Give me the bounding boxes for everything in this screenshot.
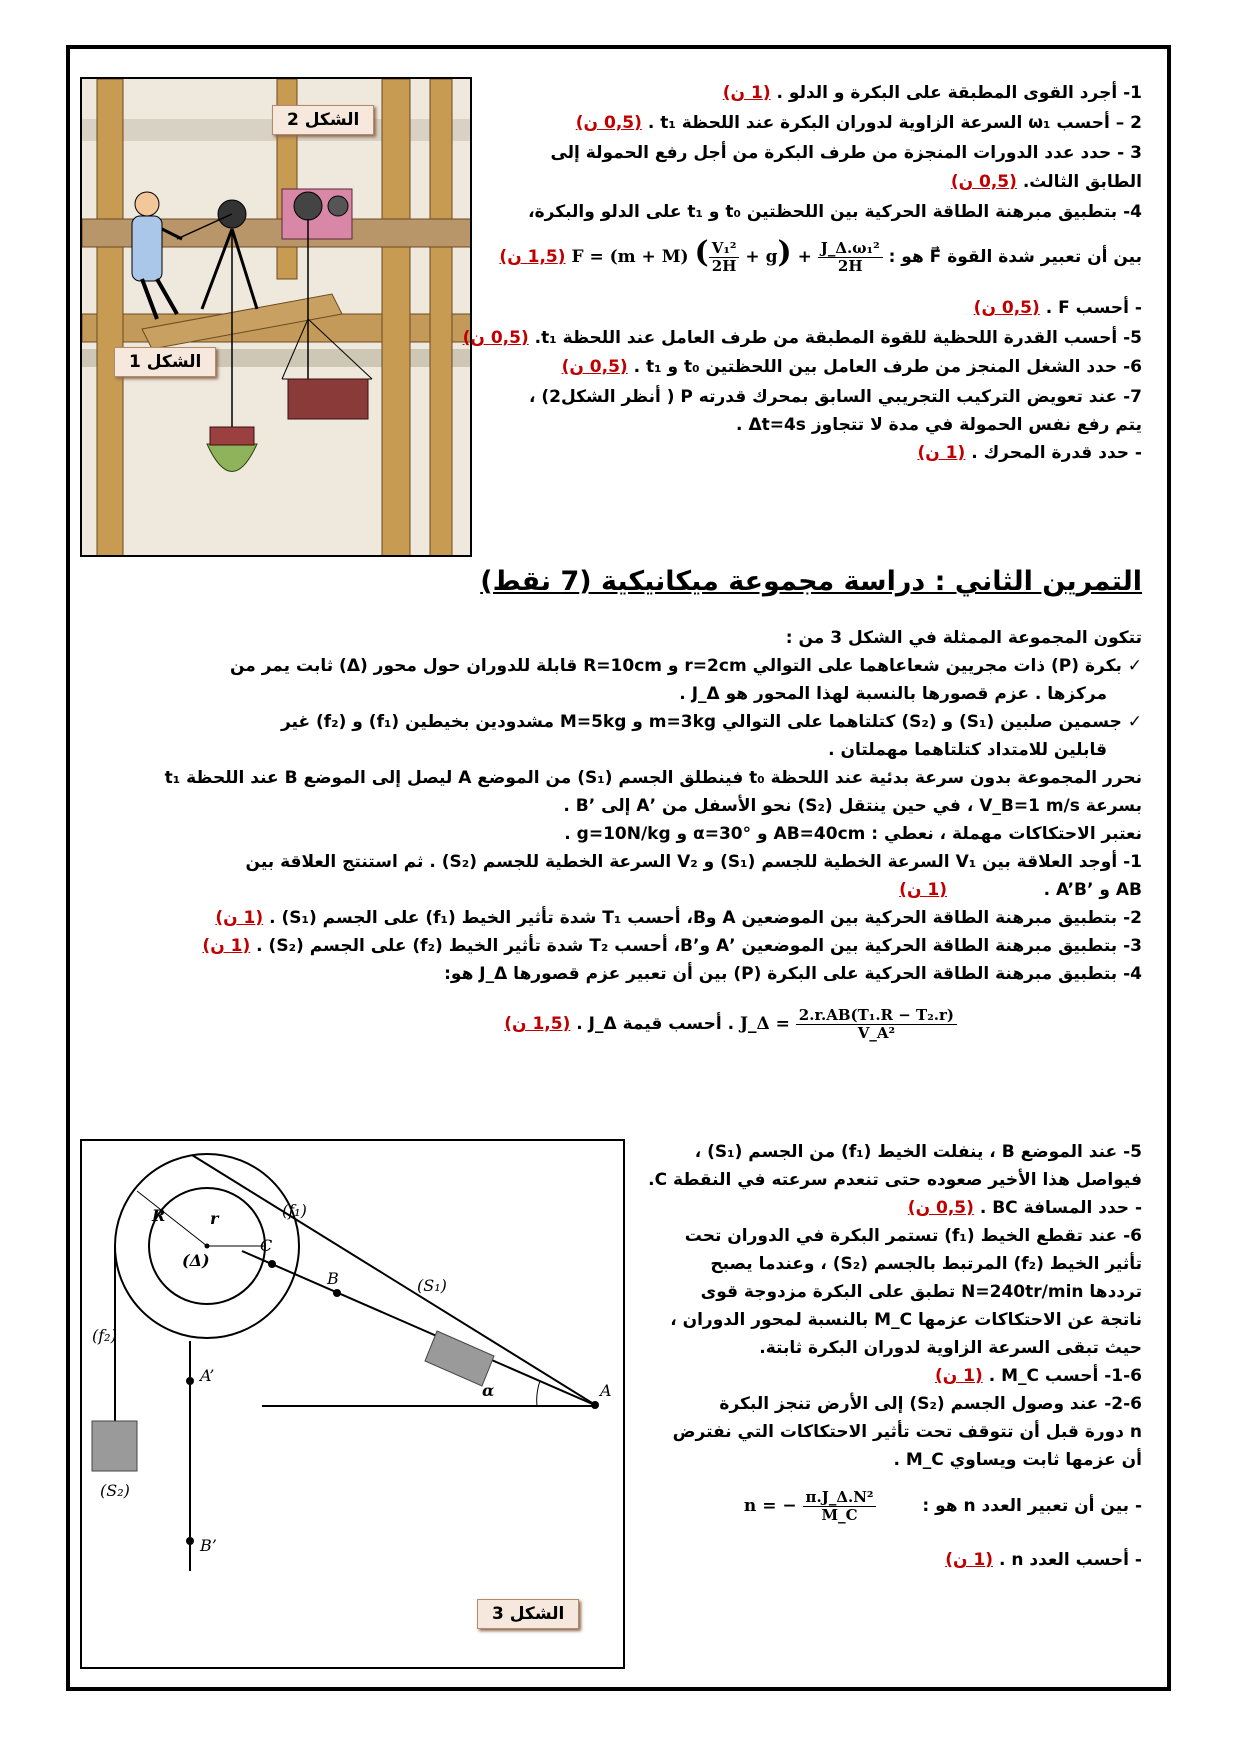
exercise-2-title: التمرين الثاني : دراسة مجموعة ميكانيكية (7 نقط)	[480, 566, 1142, 597]
point-A	[591, 1401, 599, 1409]
p1-q4-frac1-den: 2H	[711, 257, 737, 275]
figure-1-label: الشكل 1	[114, 347, 216, 377]
p1-q5-text: 5- أحسب القدرة اللحظية للقوة المطبقة من طرف العامل عند اللحظة t₁.	[534, 328, 1142, 348]
p1-q3-mark: (0,5 ن)	[950, 172, 1017, 192]
p2-q6c: ترددها N=240tr/min تطبق على البكرة مزدوجة قوى	[700, 1282, 1142, 1302]
label-S1: (S₁)	[417, 1276, 447, 1295]
p1-q1-mark: (1 ن)	[722, 83, 771, 103]
p1-q6	[562, 356, 1142, 378]
p2-q62d-text: - بين أن تعبير العدد n هو :	[922, 1496, 1142, 1516]
p1-q7-mark: (1 ن)	[917, 443, 966, 463]
label-A-prime: A’	[200, 1366, 215, 1385]
figure-1-illustration	[80, 77, 472, 557]
label-f2: (f₂)	[92, 1326, 117, 1345]
p1-q4c	[974, 297, 1142, 319]
p2-q61-mark: (1 ن)	[934, 1366, 983, 1386]
p2-q4-frac	[796, 1007, 957, 1042]
p1-q5-mark: (0,5 ن)	[462, 328, 529, 348]
p2-q62e	[945, 1549, 1142, 1571]
p1-q3a: 3 - حدد عدد الدورات المنجزة من طرف البكرة من أجل رفع الحمولة إلى	[550, 143, 1142, 163]
p2-q1b	[1044, 879, 1142, 901]
p2-p2: بسرعة V_B=1 m/s ، في حين ينتقل (S₂) نحو الأسفل من ’A إلى ’B .	[563, 796, 1142, 816]
p2-q5a: 5- عند الموضع B ، ينفلت الخيط (f₁) من الجسم (S₁) ،	[694, 1142, 1142, 1162]
p1-q6-mark: (0,5 ن)	[561, 357, 628, 377]
point-C	[268, 1260, 276, 1268]
p2-q5b: فيواصل هذا الأخير صعوده حتى تنعدم سرعته في النقطة C.	[648, 1170, 1142, 1190]
p2-q1-mark	[899, 879, 947, 901]
p1-q4a: 4- بتطبيق مبرهنة الطاقة الحركية بين اللحظتين t₀ و t₁ على الدلو والبكرة،	[528, 202, 1142, 222]
p1-q4-frac2-num: J_Δ.ω₁²	[818, 240, 883, 258]
p2-q2-mark: (1 ن)	[215, 908, 264, 928]
p2-q5-mark: (0,5 ن)	[907, 1198, 974, 1218]
page-frame	[66, 45, 1171, 1691]
p1-q4-frac2	[818, 240, 883, 275]
p1-q4-formula-g: + g	[745, 247, 778, 267]
label-alpha: α	[482, 1381, 495, 1400]
p1-q4b-text: بين أن تعبير شدة القوة F⃗ هو :	[888, 247, 1142, 267]
p2-q1b-text: AB و ’A’B .	[1043, 880, 1142, 900]
label-r: r	[210, 1209, 219, 1228]
p2-b2a: ✓ جسمين صلبين (S₁) و (S₂) كتلتاهما على التوالي m=3kg و M=5kg مشدودين بخيطين (f₁) و (f₂) غير	[280, 712, 1142, 732]
p2-q5c	[908, 1197, 1142, 1219]
label-C: C	[260, 1236, 273, 1255]
p2-q1a: 1- أوجد العلاقة بين V₁ السرعة الخطية للجسم (S₁) و V₂ السرعة الخطية للجسم (S₂) . ثم استنتج العلاقة بين	[245, 852, 1142, 872]
p2-p3: نعتبر الاحتكاكات مهملة ، نعطي : AB=40cm و α=30° و g=10N/kg .	[564, 824, 1142, 844]
p1-q4-formula: F = (m + M) ( $\frac{\text{V₁²}}{2H}$ + g) + $\frac{\text{J\_Δ.ω₁²}}{2H}$	[571, 227, 882, 283]
point-B-prime	[186, 1537, 194, 1545]
body-S2-block	[92, 1421, 137, 1471]
figure-2-label: الشكل 2	[272, 105, 374, 135]
p2-q62-frac-num: π.J_Δ.N²	[803, 1489, 877, 1507]
figure-3-label: الشكل 3	[477, 1599, 579, 1629]
p2-q62-frac	[803, 1489, 877, 1524]
p2-q62-formula-left: n = −	[743, 1496, 797, 1516]
label-A: A	[600, 1381, 612, 1400]
p1-q5	[463, 327, 1142, 349]
p1-q7b: يتم رفع نفس الحمولة في مدة لا تتجاوز Δt=4s .	[736, 415, 1142, 435]
p2-q3-text: 3- بتطبيق مبرهنة الطاقة الحركية بين الموضعين ’A و’B، أحسب T₂ شدة تأثير الخيط (f₂) على الجسم (S₂) .	[256, 936, 1142, 956]
p2-q61-text: 1-6- أحسب M_C .	[988, 1366, 1142, 1386]
p1-q2	[576, 112, 1142, 134]
p1-q6-text: 6- حدد الشغل المنجز من طرف العامل بين اللحظتين t₀ و t₁ .	[633, 357, 1142, 377]
p2-q61	[935, 1365, 1142, 1387]
p1-q4-mark: (1,5 ن)	[499, 247, 566, 267]
p1-q2-mark: (0,5 ن)	[575, 113, 642, 133]
p2-q3-mark: (1 ن)	[202, 936, 251, 956]
p1-q4c-mark: (0,5 ن)	[973, 298, 1040, 318]
p1-q4c-text: - أحسب F .	[1045, 298, 1142, 318]
p2-q6d: ناتجة عن الاحتكاكات عزمها M_C بالنسبة لمحور الدوران ،	[670, 1310, 1142, 1330]
p2-q6e: حيث تبقى السرعة الزاوية لدوران البكرة ثابتة.	[759, 1338, 1142, 1358]
p1-q4b	[499, 227, 1142, 279]
worker-pulley-drawing	[82, 79, 472, 557]
p2-q6a: 6- عند تقطع الخيط (f₁) تستمر البكرة في الدوران تحت	[684, 1226, 1142, 1246]
p1-q4-frac2-den: 2H	[837, 257, 863, 275]
p2-q4-frac-num: 2.r.AB(T₁.R − T₂.r)	[796, 1007, 957, 1025]
p1-q1-text: 1- أجرد القوى المطبقة على البكرة و الدلو .	[776, 83, 1142, 103]
p2-b1a: ✓ بكرة (P) ذات مجريين شعاعاهما على التوالي r=2cm و R=10cm قابلة للدوران حول محور (Δ) ثابت يمر من	[229, 656, 1142, 676]
p2-q4-formula-line	[504, 996, 957, 1052]
p1-q7a: 7- عند تعويض التركيب التجريبي السابق بمحرك قدرته P ( أنظر الشكل2) ،	[528, 387, 1142, 407]
p2-q6b: تأثير الخيط (f₂) المرتبط بالجسم (S₂) ، وعندما يصبح	[710, 1254, 1142, 1274]
label-S2: (S₂)	[100, 1481, 130, 1500]
p2-q62d	[744, 1479, 1142, 1533]
p2-q62b: n دورة قبل أن تتوقف تحت تأثير الاحتكاكات التي نفترض	[672, 1422, 1142, 1442]
p1-q4-frac1-num: V₁²	[709, 240, 740, 258]
label-R: R	[152, 1206, 166, 1225]
label-B: B	[327, 1269, 339, 1288]
label-delta: (Δ)	[182, 1251, 210, 1270]
p2-q5c-text: - حدد المسافة BC .	[979, 1198, 1142, 1218]
label-B-prime: B’	[200, 1536, 217, 1555]
p2-q4c-text: . أحسب قيمة J_Δ .	[576, 1014, 735, 1034]
p1-q7c-text: - حدد قدرة المحرك .	[971, 443, 1142, 463]
angle-alpha-arc	[537, 1381, 540, 1406]
p2-q3	[202, 935, 1142, 957]
figure-3-diagram	[80, 1139, 625, 1669]
p2-q62c: أن عزمها ثابت ويساوي M_C .	[893, 1450, 1142, 1470]
point-A-prime	[186, 1377, 194, 1385]
p2-q2-text: 2- بتطبيق مبرهنة الطاقة الحركية بين الموضعين A وB، أحسب T₁ شدة تأثير الخيط (f₁) على الجسم (S₁) .	[269, 908, 1142, 928]
p2-q62-formula	[744, 1479, 877, 1533]
p2-intro: تتكون المجموعة الممثلة في الشكل 3 من :	[785, 628, 1142, 648]
point-B	[333, 1289, 341, 1297]
p2-q4-formula	[740, 996, 957, 1052]
p2-q4-mark: (1,5 ن)	[504, 1014, 571, 1034]
p2-q1-mark-text: (1 ن)	[899, 880, 947, 900]
p1-q1	[723, 82, 1142, 104]
p1-q4-frac1	[709, 240, 740, 275]
p2-p1: نحرر المجموعة بدون سرعة بدئية عند اللحظة t₀ فينطلق الجسم (S₁) من الموضع A ليصل إلى الموضع B عند اللحظة t₁	[164, 768, 1142, 788]
p2-q62a: 2-6- عند وصول الجسم (S₂) إلى الأرض تنجز البكرة	[719, 1394, 1142, 1414]
p2-b1b: مركزها . عزم قصورها بالنسبة لهذا المحور هو J_Δ .	[679, 684, 1107, 704]
p2-q62-mark: (1 ن)	[945, 1550, 994, 1570]
p2-q4-formula-left: J_Δ =	[739, 1014, 790, 1034]
incline-plane	[242, 1251, 597, 1406]
p1-q3b-text: الطابق الثالث.	[1022, 172, 1142, 192]
p1-q2-text: 2 – أحسب ω₁ السرعة الزاوية لدوران البكرة عند اللحظة t₁ .	[647, 113, 1142, 133]
body-S1-block	[425, 1331, 494, 1386]
p1-q7c	[917, 442, 1142, 464]
p1-q4-formula-left: F = (m + M)	[571, 247, 689, 267]
label-f1: (f₁)	[282, 1201, 307, 1220]
p2-q62-frac-den: M_C	[821, 1506, 858, 1524]
p1-q3b	[951, 171, 1142, 193]
p2-q2	[215, 907, 1142, 929]
p2-q4: 4- بتطبيق مبرهنة الطاقة الحركية على البكرة (P) بين أن تعبير عزم قصورها J_Δ هو:	[444, 964, 1142, 984]
p2-q62e-text: - أحسب العدد n .	[998, 1550, 1142, 1570]
p2-b2b: قابلين للامتداد كتلتاهما مهملتان .	[828, 740, 1107, 760]
p2-q4-frac-den: V_A²	[857, 1024, 896, 1042]
